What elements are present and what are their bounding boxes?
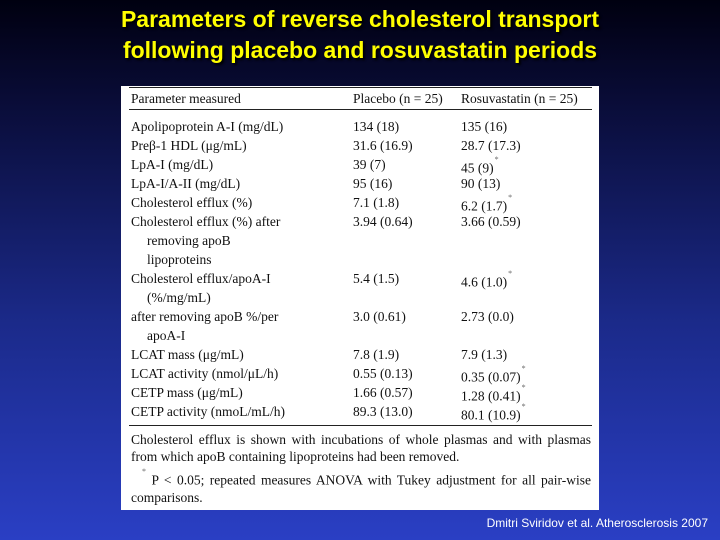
placebo-cell: 31.6 (16.9) [353, 138, 413, 153]
param-cell: Preβ-1 HDL (μg/mL) [131, 138, 247, 153]
rosuvastatin-value: 7.9 (1.3) [461, 347, 508, 362]
header-placebo: Placebo (n = 25) [353, 91, 443, 106]
rosuvastatin-value: 1.28 (0.41) [461, 388, 521, 404]
rosuvastatin-value: 28.7 (17.3) [461, 138, 521, 153]
rosuvastatin-value: 135 (16) [461, 119, 508, 134]
rosuvastatin-value: 45 (9) [461, 160, 494, 176]
rosuvastatin-cell [461, 174, 500, 193]
rosuvastatin-cell [461, 269, 512, 292]
param-cell: removing apoB [147, 233, 231, 248]
table-note: Cholesterol efflux is shown with incubations of whole plasmas and with plasmas from which apoB containing lipoproteins had been removed. [131, 432, 591, 464]
placebo-cell: 3.0 (0.61) [353, 309, 406, 324]
param-cell: Cholesterol efflux (%) [131, 195, 253, 210]
rosuvastatin-cell [461, 212, 521, 231]
title-line-2: following placebo and rosuvastatin periods [122, 37, 598, 63]
placebo-cell: 39 (7) [353, 157, 386, 172]
table-header-rule [129, 109, 592, 110]
param-cell: after removing apoB %/per [131, 309, 279, 324]
param-cell: LCAT mass (μg/mL) [131, 347, 244, 362]
title-line-1: Parameters of reverse cholesterol transport [120, 6, 600, 32]
significance-mark: * [494, 155, 499, 164]
param-cell: Cholesterol efflux (%) after [131, 214, 281, 229]
rosuvastatin-value: 3.66 (0.59) [461, 214, 521, 229]
footnote-text: P < 0.05; repeated measures ANOVA with Tukey adjustment for all pair-wise comparisons. [131, 472, 591, 505]
rosuvastatin-cell [461, 117, 507, 136]
header-parameter: Parameter measured [131, 91, 241, 106]
slide-title [0, 4, 720, 66]
rosuvastatin-value: 0.35 (0.07) [461, 369, 521, 385]
rosuvastatin-value: 90 (13) [461, 176, 501, 191]
param-cell: LpA-I/A-II (mg/dL) [131, 176, 241, 191]
param-cell: CETP activity (nmoL/mL/h) [131, 404, 285, 419]
param-cell: apoA-I [147, 328, 186, 343]
placebo-cell: 89.3 (13.0) [353, 404, 413, 419]
placebo-cell: 5.4 (1.5) [353, 271, 400, 286]
param-cell: Apolipoprotein A-I (mg/dL) [131, 119, 284, 134]
significance-mark: * [508, 193, 513, 202]
table-bottom-rule [129, 425, 592, 426]
param-cell: LpA-I (mg/dL) [131, 157, 214, 172]
placebo-cell: 1.66 (0.57) [353, 385, 413, 400]
rosuvastatin-cell [461, 136, 521, 155]
placebo-cell: 7.1 (1.8) [353, 195, 400, 210]
param-cell: (%/mg/mL) [147, 290, 211, 305]
table-top-rule [129, 87, 592, 88]
placebo-cell: 134 (18) [353, 119, 400, 134]
rosuvastatin-value: 4.6 (1.0) [461, 274, 508, 290]
significance-mark: * [521, 383, 526, 392]
rosuvastatin-value: 6.2 (1.7) [461, 198, 508, 214]
placebo-cell: 3.94 (0.64) [353, 214, 413, 229]
significance-mark: * [521, 402, 526, 411]
placebo-cell: 0.55 (0.13) [353, 366, 413, 381]
param-cell: CETP mass (μg/mL) [131, 385, 243, 400]
param-cell: lipoproteins [147, 252, 212, 267]
significance-mark: * [508, 269, 513, 278]
footnote-mark: * [142, 467, 146, 476]
header-rosuvastatin: Rosuvastatin (n = 25) [461, 91, 578, 106]
rosuvastatin-cell [461, 307, 514, 326]
param-cell: Cholesterol efflux/apoA-I [131, 271, 271, 286]
rosuvastatin-cell [461, 402, 526, 425]
table-footnote [131, 468, 591, 506]
rosuvastatin-cell [461, 345, 507, 364]
citation: Dmitri Sviridov et al. Atherosclerosis 2007 [486, 516, 708, 530]
placebo-cell: 95 (16) [353, 176, 393, 191]
significance-mark: * [521, 364, 526, 373]
rosuvastatin-value: 2.73 (0.0) [461, 309, 514, 324]
placebo-cell: 7.8 (1.9) [353, 347, 400, 362]
rosuvastatin-value: 80.1 (10.9) [461, 407, 521, 423]
param-cell: LCAT activity (nmol/μL/h) [131, 366, 279, 381]
table-panel [121, 86, 599, 510]
